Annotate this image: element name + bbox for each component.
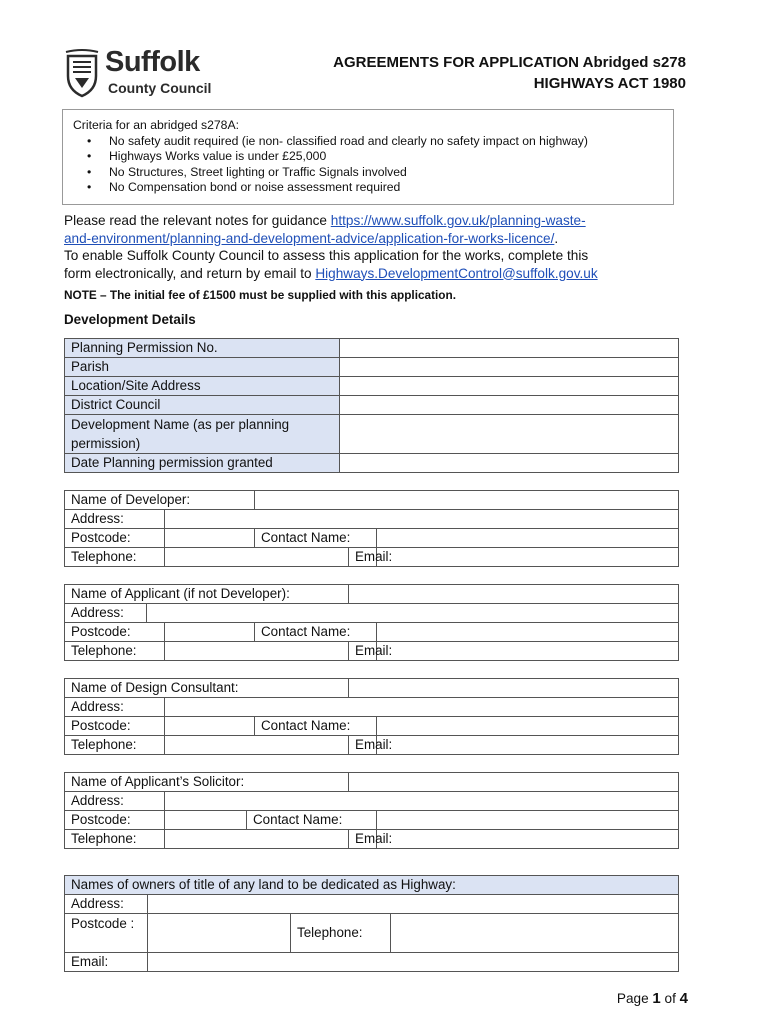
developer-address-field[interactable] xyxy=(165,510,679,529)
applicant-contact-field[interactable] xyxy=(377,623,679,642)
developer-email-field[interactable] xyxy=(377,548,679,567)
table-label: Address: xyxy=(65,792,165,811)
criteria-item: • Highways Works value is under £25,000 xyxy=(109,149,673,165)
design-consultant-table xyxy=(64,678,679,755)
table-label: Postcode: xyxy=(65,717,165,736)
guidance-link[interactable]: https://www.suffolk.gov.uk/planning-waste- and-environment/planning-and-development-advice/application-for-works-licence/ xyxy=(64,213,586,246)
criteria-item: • No Compensation bond or noise assessment required xyxy=(109,180,673,196)
table-label: District Council xyxy=(65,396,340,415)
table-label: Email: xyxy=(65,953,148,972)
applicant-postcode-field[interactable] xyxy=(165,623,255,642)
title-line-1: AGREEMENTS FOR APPLICATION Abridged s278 xyxy=(333,54,686,71)
table-label: Date Planning permission granted xyxy=(65,454,340,473)
consultant-telephone-field[interactable] xyxy=(165,736,349,755)
table-label: Telephone: xyxy=(291,914,391,953)
table-label: Email: xyxy=(349,830,377,849)
table-row xyxy=(65,415,679,454)
development-details-table xyxy=(64,338,679,473)
table-label: Planning Permission No. xyxy=(65,339,340,358)
applicant-address-field[interactable] xyxy=(147,604,679,623)
table-label: Development Name (as per planning permission) xyxy=(65,415,340,454)
applicant-table xyxy=(64,584,679,661)
logo-subtitle: County Council xyxy=(108,80,212,96)
applicant-name-field[interactable] xyxy=(349,585,679,604)
criteria-list xyxy=(73,134,673,196)
table-label: Postcode: xyxy=(65,811,165,830)
table-label: Contact Name: xyxy=(255,717,377,736)
solicitor-email-field[interactable] xyxy=(377,830,679,849)
table-row xyxy=(65,339,679,358)
table-label: Name of Applicant’s Solicitor: xyxy=(65,773,349,792)
consultant-name-field[interactable] xyxy=(349,679,679,698)
table-label: Postcode : xyxy=(65,914,148,953)
development-name-field[interactable] xyxy=(340,415,679,454)
table-label: Postcode: xyxy=(65,623,165,642)
table-label: Email: xyxy=(349,736,377,755)
suffolk-logo xyxy=(64,46,234,100)
location-field[interactable] xyxy=(340,377,679,396)
table-label: Postcode: xyxy=(65,529,165,548)
table-label: Name of Applicant (if not Developer): xyxy=(65,585,349,604)
criteria-box xyxy=(62,109,674,205)
table-row xyxy=(65,358,679,377)
table-row xyxy=(65,377,679,396)
table-label: Contact Name: xyxy=(255,623,377,642)
table-label: Contact Name: xyxy=(255,529,377,548)
consultant-address-field[interactable] xyxy=(165,698,679,717)
developer-contact-field[interactable] xyxy=(377,529,679,548)
table-label: Address: xyxy=(65,698,165,717)
solicitor-name-field[interactable] xyxy=(349,773,679,792)
table-label: Contact Name: xyxy=(247,811,377,830)
applicant-telephone-field[interactable] xyxy=(165,642,349,661)
table-label: Telephone: xyxy=(65,548,165,567)
district-council-field[interactable] xyxy=(340,396,679,415)
table-label: Location/Site Address xyxy=(65,377,340,396)
page-title xyxy=(333,52,686,94)
section-title: Development Details xyxy=(64,312,196,327)
table-label: Names of owners of title of any land to be dedicated as Highway: xyxy=(65,876,679,895)
developer-table xyxy=(64,490,679,567)
page-number: Page 1 of 4 xyxy=(616,990,688,1007)
solicitor-contact-field[interactable] xyxy=(377,811,679,830)
consultant-email-field[interactable] xyxy=(377,736,679,755)
criteria-item: • No safety audit required (ie non- classified road and clearly no safety impact on highway) xyxy=(109,134,673,150)
applicant-email-field[interactable] xyxy=(377,642,679,661)
table-label: Parish xyxy=(65,358,340,377)
consultant-postcode-field[interactable] xyxy=(165,717,255,736)
table-label: Address: xyxy=(65,510,165,529)
table-label: Address: xyxy=(65,895,148,914)
parish-field[interactable] xyxy=(340,358,679,377)
owners-table xyxy=(64,875,679,972)
developer-name-field[interactable] xyxy=(255,491,679,510)
fee-note: NOTE – The initial fee of £1500 must be supplied with this application. xyxy=(64,288,456,302)
developer-postcode-field[interactable] xyxy=(165,529,255,548)
table-label: Name of Developer: xyxy=(65,491,255,510)
email-link[interactable]: Highways.DevelopmentControl@suffolk.gov.uk xyxy=(315,265,598,281)
solicitor-postcode-field[interactable] xyxy=(165,811,247,830)
guidance-paragraph: Please read the relevant notes for guidance https://www.suffolk.gov.uk/planning-waste- and-environment/planning-and-development-advice/application-for-works-licence/. To enable Suffolk County Council to assess this application for the works, complete this form electronically, and return by email to Highways.DevelopmentControl@suffolk.gov.uk xyxy=(64,213,598,281)
table-row xyxy=(65,396,679,415)
consultant-contact-field[interactable] xyxy=(377,717,679,736)
criteria-item: • No Structures, Street lighting or Traffic Signals involved xyxy=(109,165,673,181)
crest-icon xyxy=(64,50,100,98)
criteria-heading: Criteria for an abridged s278A: xyxy=(73,118,239,132)
guidance-instructions: To enable Suffolk County Council to assess this application for the works, complete this xyxy=(64,248,589,263)
guidance-text: Please read the relevant notes for guidance xyxy=(64,213,331,228)
solicitor-address-field[interactable] xyxy=(165,792,679,811)
owners-address-field[interactable] xyxy=(148,895,679,914)
solicitor-table xyxy=(64,772,679,849)
table-label: Email: xyxy=(349,548,377,567)
solicitor-telephone-field[interactable] xyxy=(165,830,349,849)
logo-title: Suffolk xyxy=(105,46,200,78)
owners-postcode-field[interactable] xyxy=(148,914,291,953)
owners-email-field[interactable] xyxy=(148,953,679,972)
owners-telephone-field[interactable] xyxy=(391,914,679,953)
title-line-2: HIGHWAYS ACT 1980 xyxy=(533,75,686,92)
developer-telephone-field[interactable] xyxy=(165,548,349,567)
table-label: Address: xyxy=(65,604,147,623)
table-label: Telephone: xyxy=(65,642,165,661)
date-granted-field[interactable] xyxy=(340,454,679,473)
table-row xyxy=(65,454,679,473)
table-label: Name of Design Consultant: xyxy=(65,679,349,698)
table-label: Telephone: xyxy=(65,830,165,849)
planning-permission-field[interactable] xyxy=(340,339,679,358)
table-label: Telephone: xyxy=(65,736,165,755)
table-label: Email: xyxy=(349,642,377,661)
